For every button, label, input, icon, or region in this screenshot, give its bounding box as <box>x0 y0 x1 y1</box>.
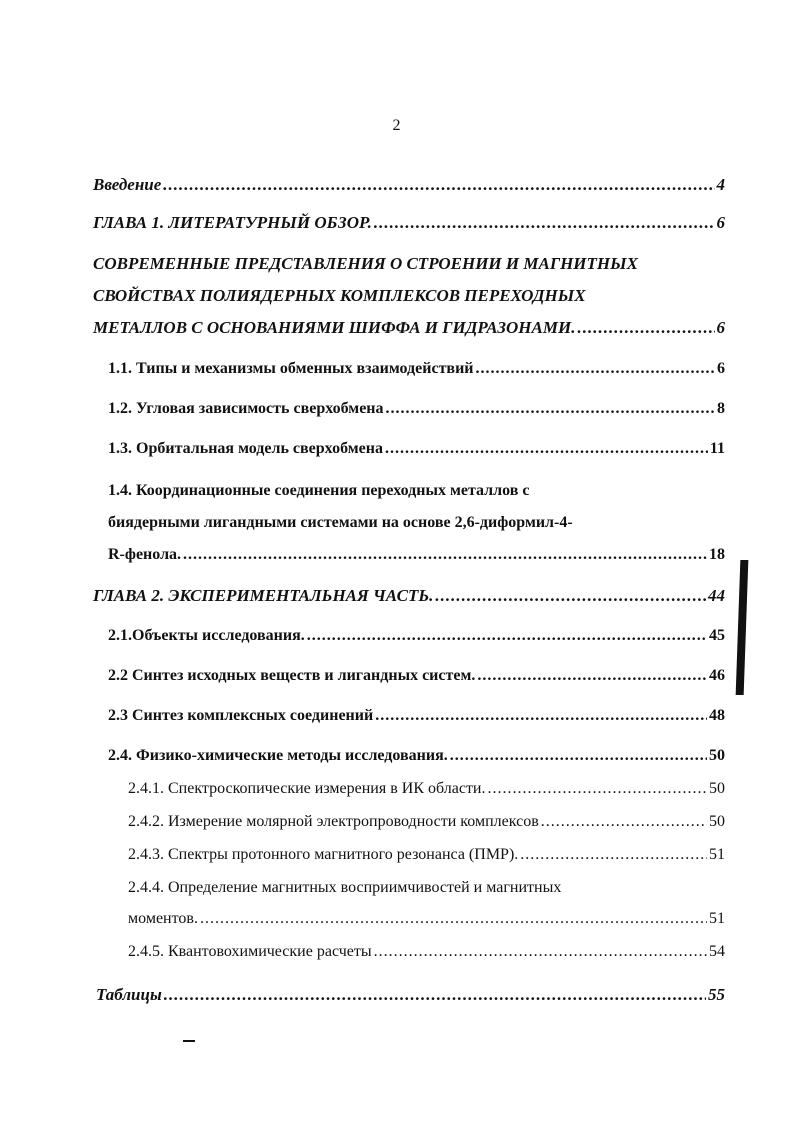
toc-review-line2: СВОЙСТВАХ ПОЛИЯДЕРНЫХ КОМПЛЕКСОВ ПЕРЕХОДНЫХ <box>93 286 586 305</box>
toc-label: 2.4.3. Спектры протонного магнитного резонанса (ПМР). <box>128 846 519 863</box>
leader-dots <box>183 546 707 564</box>
leader-dots <box>520 846 707 864</box>
toc-label: 1.3. Орбитальная модель сверхобмена <box>108 440 383 457</box>
toc-page: 18 <box>709 546 725 563</box>
toc-entry-2-4-1[interactable] <box>128 780 725 798</box>
toc-entry-2-3[interactable] <box>108 707 725 725</box>
toc-page: 51 <box>709 910 725 927</box>
toc-label: 2.4.1. Спектроскопические измерения в ИК области. <box>128 780 486 797</box>
toc-entry-intro[interactable] <box>93 175 725 195</box>
leader-dots <box>374 213 715 233</box>
toc-label: Введение <box>93 175 162 194</box>
toc-label: 2.2 Синтез исходных веществ и лигандных систем. <box>108 667 476 684</box>
scan-edge-shadow <box>736 560 749 695</box>
leader-dots <box>541 813 707 831</box>
toc-label: 1.1. Типы и механизмы обменных взаимодействий <box>108 360 474 377</box>
toc-label: 2.1.Объекты исследования. <box>108 627 305 644</box>
toc-page: 51 <box>709 846 725 863</box>
toc-page: 8 <box>717 400 725 417</box>
toc-entry-2-4-2[interactable] <box>128 813 725 831</box>
toc-label: 2.4.2. Измерение молярной электропроводности комплексов <box>128 813 539 830</box>
toc-entry-1-2[interactable] <box>108 400 725 418</box>
toc-entry-2-4-5[interactable] <box>128 943 725 961</box>
leader-dots <box>164 985 706 1005</box>
toc-page: 55 <box>708 985 725 1004</box>
toc-2-4-4-line1: 2.4.4. Определение магнитных восприимчивостей и магнитных <box>128 879 562 896</box>
toc-entry-chapter1[interactable] <box>93 213 725 233</box>
toc-label: моментов. <box>128 910 198 927</box>
toc-page: 44 <box>708 586 725 605</box>
leader-dots <box>477 667 707 685</box>
toc-entry-1-3[interactable] <box>108 440 725 458</box>
toc-page: 46 <box>709 667 725 684</box>
toc-page: 50 <box>709 747 725 764</box>
leader-dots <box>163 175 714 195</box>
toc-page: 50 <box>709 813 725 830</box>
toc-label: ГЛАВА 1. ЛИТЕРАТУРНЫЙ ОБЗОР. <box>93 213 372 232</box>
leader-dots <box>435 586 706 606</box>
leader-dots <box>386 400 715 418</box>
leader-dots <box>307 627 707 645</box>
toc-page: 6 <box>717 360 725 377</box>
leader-dots <box>476 360 716 378</box>
toc-label: 2.4. Физико-химические методы исследования. <box>108 747 448 764</box>
leader-dots <box>375 707 707 725</box>
toc-page: 54 <box>709 943 725 960</box>
leader-dots <box>385 440 708 458</box>
page-number: 2 <box>392 117 401 134</box>
toc-entry-2-2[interactable] <box>108 667 725 685</box>
toc-label: 1.2. Угловая зависимость сверхобмена <box>108 400 384 417</box>
toc-entry-2-4[interactable] <box>108 747 725 765</box>
toc-page: 45 <box>709 627 725 644</box>
leader-dots <box>488 780 708 798</box>
leader-dots <box>577 318 714 338</box>
toc-entry-1-1[interactable] <box>108 360 725 378</box>
toc-label: Таблицы <box>96 985 162 1004</box>
toc-page: 6 <box>716 213 725 232</box>
toc-1-4-line2: биядерными лигандными системами на основе 2,6-диформил-4- <box>108 514 573 531</box>
toc-entry-2-1[interactable] <box>108 627 725 645</box>
leader-dots <box>374 943 707 961</box>
toc-label: 2.4.5. Квантовохимические расчеты <box>128 943 372 960</box>
toc-entry-review[interactable] <box>93 318 725 338</box>
toc-page: 4 <box>716 175 725 194</box>
toc-review-line1: СОВРЕМЕННЫЕ ПРЕДСТАВЛЕНИЯ О СТРОЕНИИ И МАГНИТНЫХ <box>93 254 638 273</box>
toc-entry-tables[interactable] <box>96 985 725 1005</box>
toc-page: 48 <box>709 707 725 724</box>
toc-label: ГЛАВА 2. ЭКСПЕРИМЕНТАЛЬНАЯ ЧАСТЬ. <box>93 586 434 605</box>
toc-page: 50 <box>709 780 725 797</box>
toc-label: МЕТАЛЛОВ С ОСНОВАНИЯМИ ШИФФА И ГИДРАЗОНАМИ. <box>93 318 576 337</box>
toc-label: 2.3 Синтез комплексных соединений <box>108 707 374 724</box>
leader-dots <box>450 747 707 765</box>
toc-page: 6 <box>716 318 725 337</box>
leader-dots <box>200 910 707 928</box>
toc-entry-2-4-3[interactable] <box>128 846 725 864</box>
toc-entry-1-4[interactable] <box>108 546 725 564</box>
toc-entry-chapter2[interactable] <box>93 586 725 606</box>
scan-speck <box>183 1040 195 1042</box>
toc-entry-2-4-4[interactable] <box>128 910 725 928</box>
toc-page: 11 <box>709 440 725 457</box>
toc-label: R-фенола. <box>108 546 182 563</box>
toc-1-4-line1: 1.4. Координационные соединения переходных металлов с <box>108 482 530 499</box>
